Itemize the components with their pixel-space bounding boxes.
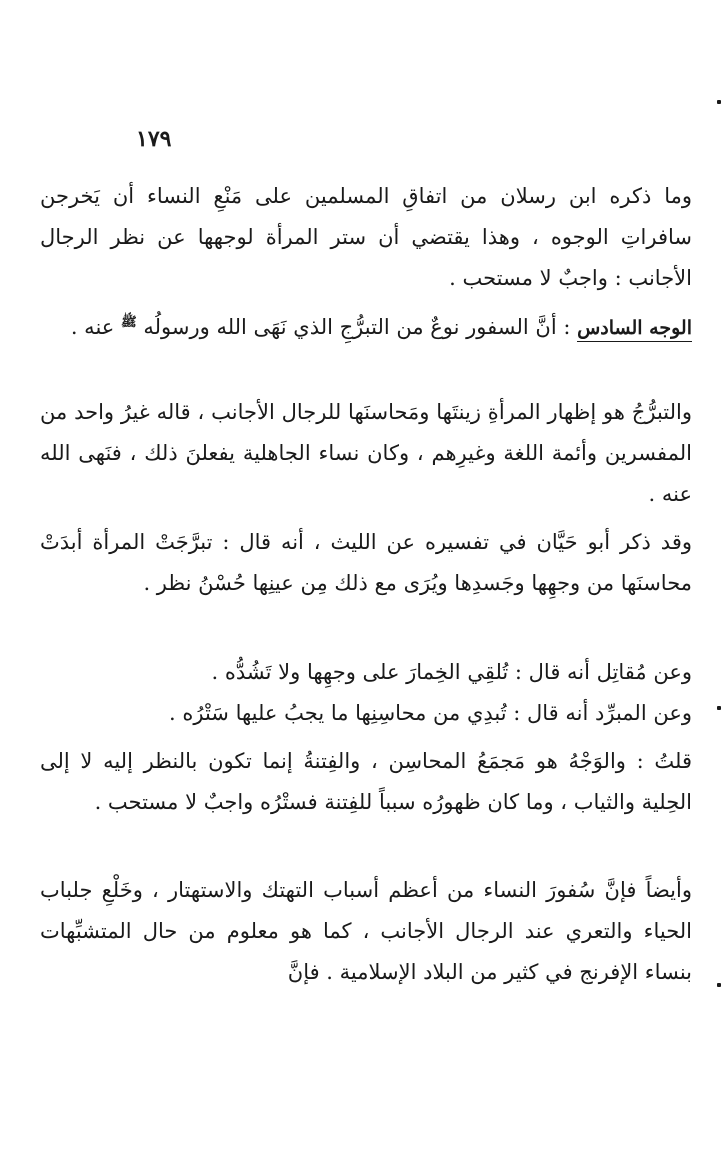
section-label-sixth-aspect: الوجه السادس (577, 317, 692, 342)
paragraph-text (40, 302, 692, 349)
paragraph-6 (40, 741, 692, 823)
paragraph-text: قلتُ : والوَجْهُ هو مَجمَعُ المحاسِن ، والفِتنةُ إنما تكون بالنظر إليه لا إلى الحِلية والثياب ، وما كان ظهورُه سبباً للفِتنة فستْرُه واجبٌ لا مستحب . (40, 749, 692, 814)
page-number: ١٧٩ (136, 126, 172, 152)
paragraph-line-1: وعن مُقاتِل أنه قال : تُلقِي الخِمارَ على وجهِها ولا تَشُدُّه . (211, 660, 692, 684)
paragraph-line-2: وعن المبرِّد أنه قال : تُبدِي من محاسِنِها ما يجبُ عليها سَتْرُه . (169, 701, 692, 725)
paragraph-7 (40, 870, 692, 993)
paragraph-5 (40, 652, 692, 734)
paragraph-2 (40, 302, 692, 349)
scan-edge-mark (717, 983, 721, 987)
paragraph-text-before: : أنَّ السفور نوعٌ من التبرُّجِ الذي نَهَى الله ورسولُه (136, 315, 578, 339)
salawat-ligature: ﷺ (120, 315, 137, 330)
paragraph-text: وما ذكره ابن رسلان من اتفاقِ المسلمين على مَنْعِ النساء أن يَخرجن سافراتِ الوجوه ، وهذا يقتضي أن ستر المرأة لوجهها عن نظر الرجال الأجانب : واجبٌ لا مستحب . (40, 184, 692, 290)
paragraph-text: والتبرُّجُ هو إظهار المرأةِ زينتَها ومَحاسنَها للرجال الأجانب ، قاله غيرُ واحد من المفسرين وأئمة اللغة وغيرِهم ، وكان نساء الجاهلية يفعلنَ ذلك ، فنَهى الله عنه . (40, 400, 692, 506)
paragraph-1 (40, 176, 692, 299)
scan-edge-mark (717, 706, 721, 710)
scan-edge-mark (717, 100, 721, 104)
paragraph-3 (40, 392, 692, 515)
paragraph-text: وقد ذكر أبو حَيَّان في تفسيره عن الليث ، أنه قال : تبرَّجَتْ المرأة أبدَتْ محاسنَها من وجهِها وجَسدِها ويُرَى مع ذلك مِن عينِها حُسْنُ نظر . (40, 530, 692, 595)
paragraph-4 (40, 522, 692, 604)
paragraph-text: وأيضاً فإنَّ سُفورَ النساء من أعظم أسباب التهتك والاستهتار ، وخَلْعِ جلباب الحياء والتعري عند الرجال الأجانب ، كما هو معلوم من حال المتشبِّهات بنساء الإفرنج في كثير من البلاد الإسلامية . فإنَّ (40, 878, 692, 984)
paragraph-text-after: عنه . (70, 315, 121, 339)
